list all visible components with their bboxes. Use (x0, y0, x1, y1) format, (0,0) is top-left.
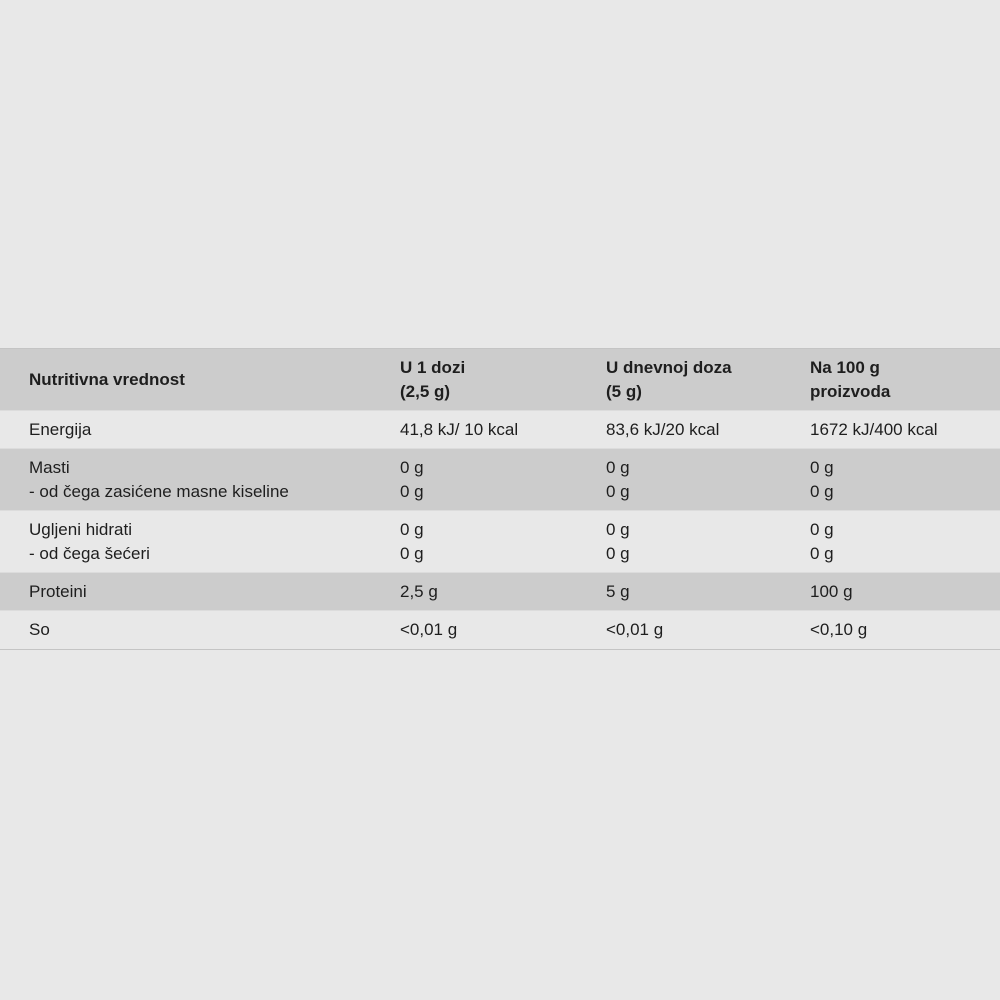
row-daily-line: 0 g (606, 457, 630, 477)
row-per100-line: 0 g (810, 457, 834, 477)
row-dose-value (400, 611, 606, 649)
row-per100-sub-line: 0 g (810, 481, 834, 501)
row-sublabel-line: - od čega zasićene masne kiseline (29, 481, 289, 501)
header-nutrient-label: Nutritivna vrednost (29, 369, 185, 389)
row-per100-line: <0,10 g (810, 620, 868, 639)
table-header-row (0, 349, 1000, 411)
table-row (0, 611, 1000, 649)
header-per-dose (400, 349, 606, 410)
row-per100-sub-line: 0 g (810, 543, 834, 563)
row-dose-value (400, 573, 606, 610)
row-dose-line: 2,5 g (400, 581, 438, 601)
row-label-line: Ugljeni hidrati (29, 519, 132, 539)
row-per100-line: 0 g (810, 519, 834, 539)
row-label (0, 511, 400, 572)
row-per100-value (810, 611, 1000, 649)
header-per-100g (810, 349, 1000, 410)
row-daily-line: 0 g (606, 519, 630, 539)
table-row (0, 449, 1000, 511)
row-label (0, 573, 400, 610)
row-label-line: Proteini (29, 581, 87, 601)
row-label (0, 411, 400, 448)
row-label-line: Masti (29, 457, 70, 477)
nutrition-table (0, 348, 1000, 650)
row-per100-value (810, 411, 1000, 448)
row-dose-sub-line: 0 g (400, 481, 424, 501)
row-dose-line: 41,8 kJ/ 10 kcal (400, 419, 519, 439)
table-row (0, 573, 1000, 611)
row-daily-sub-line: 0 g (606, 543, 630, 563)
row-daily-sub-line: 0 g (606, 481, 630, 501)
row-dose-line: <0,01 g (400, 620, 458, 639)
row-dose-line: 0 g (400, 457, 424, 477)
header-per-dose-line1: U 1 dozi (400, 357, 466, 377)
header-per-dose-line2: (2,5 g) (400, 381, 451, 401)
table-row (0, 411, 1000, 449)
header-nutrient (0, 349, 400, 410)
row-sublabel-line: - od čega šećeri (29, 543, 150, 563)
row-daily-value (606, 511, 810, 572)
header-daily-dose-line2: (5 g) (606, 381, 642, 401)
header-per-100g-line2: proizvoda (810, 381, 891, 401)
row-label-line: Energija (29, 419, 92, 439)
row-per100-line: 1672 kJ/400 kcal (810, 419, 938, 439)
row-daily-value (606, 573, 810, 610)
row-daily-value (606, 611, 810, 649)
row-dose-line: 0 g (400, 519, 424, 539)
row-daily-value (606, 449, 810, 510)
table-row (0, 511, 1000, 573)
row-daily-line: 5 g (606, 581, 630, 601)
row-dose-sub-line: 0 g (400, 543, 424, 563)
row-label (0, 449, 400, 510)
row-label (0, 611, 400, 649)
row-dose-value (400, 449, 606, 510)
row-label-line: So (29, 620, 50, 639)
row-daily-line: 83,6 kJ/20 kcal (606, 419, 720, 439)
row-per100-line: 100 g (810, 581, 853, 601)
header-per-100g-line1: Na 100 g (810, 357, 880, 377)
row-per100-value (810, 449, 1000, 510)
header-daily-dose-line1: U dnevnoj doza (606, 357, 732, 377)
row-dose-value (400, 511, 606, 572)
row-daily-value (606, 411, 810, 448)
row-per100-value (810, 511, 1000, 572)
row-per100-value (810, 573, 1000, 610)
header-daily-dose (606, 349, 810, 410)
row-dose-value (400, 411, 606, 448)
row-daily-line: <0,01 g (606, 620, 664, 639)
